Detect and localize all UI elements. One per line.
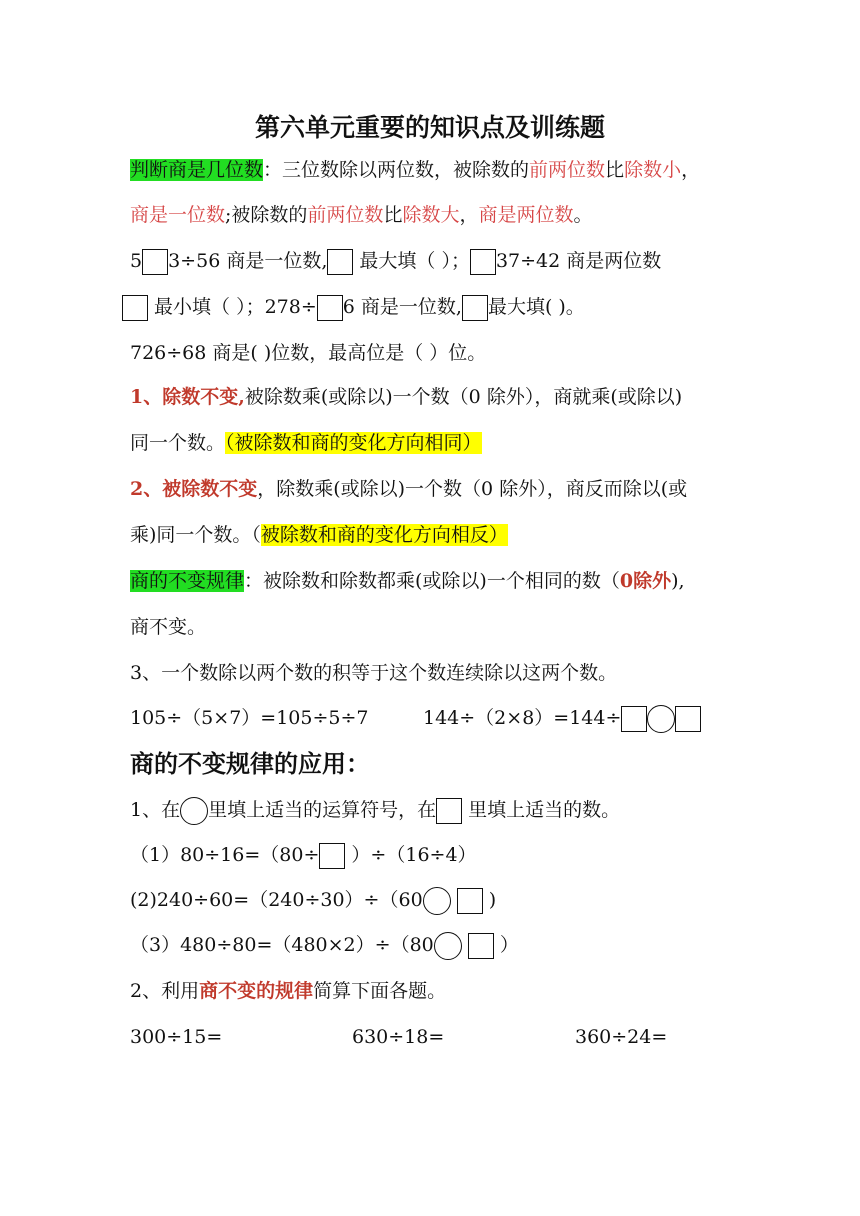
highlight-label: 商的不变规律	[130, 570, 245, 592]
text: ;被除数的	[225, 204, 308, 226]
exercise-line1	[130, 246, 661, 276]
answer-box[interactable]	[317, 295, 343, 321]
operator-circle[interactable]	[647, 705, 675, 733]
text: 6 商是一位数,	[342, 296, 462, 318]
box-icon	[436, 798, 462, 824]
highlight-label: 判断商是几位数	[130, 159, 264, 181]
rule1-line2	[130, 428, 482, 458]
text: 乘)同一个数。（	[130, 524, 261, 546]
red-text: 商是一位数	[130, 204, 226, 226]
question2	[130, 976, 446, 1006]
calc-item-1: 300÷15=	[130, 1026, 223, 1048]
invariant-rule-line2: 商不变。	[130, 616, 207, 638]
exercise-line2	[122, 292, 585, 322]
answer-box[interactable]	[621, 706, 647, 732]
text: 里填上适当的数。	[462, 799, 621, 821]
rule2-line1	[130, 474, 687, 504]
text: ，	[459, 204, 479, 226]
text: 5	[130, 250, 143, 272]
text: (2)240÷60=（240÷30）÷（60	[130, 889, 423, 911]
red-text: 除数大	[402, 204, 460, 226]
text: （1）80÷16=（80÷	[130, 844, 320, 866]
rule3-example2	[423, 703, 701, 733]
text: ）÷（16÷4）	[345, 844, 477, 866]
red-text: 除数小	[624, 159, 682, 181]
text: 比	[605, 159, 625, 181]
text: ：被除数和除数都乘(或除以)一个相同的数（	[244, 570, 620, 592]
rule3-example1: 105÷（5×7）=105÷5÷7	[130, 707, 369, 729]
rule-keyword: 2、被除数不变	[130, 478, 258, 500]
section-heading: 商的不变规律的应用：	[130, 749, 370, 778]
text: ),	[671, 570, 685, 592]
red-text: 前两位数	[529, 159, 606, 181]
question1-part1	[130, 840, 477, 870]
rule3-line1: 3、一个数除以两个数的积等于这个数连续除以这两个数。	[130, 662, 618, 684]
answer-box[interactable]	[142, 249, 168, 275]
text: 最小填（ ）；278÷	[148, 296, 317, 318]
question1-part2	[130, 885, 496, 915]
invariant-rule-line1	[130, 566, 685, 596]
answer-box[interactable]	[462, 295, 488, 321]
text: ：三位数除以两位数，被除数的	[263, 159, 530, 181]
text: 里填上适当的运算符号，在	[208, 799, 437, 821]
answer-box[interactable]	[122, 295, 148, 321]
red-text: 商是两位数	[478, 204, 574, 226]
operator-circle[interactable]	[423, 887, 451, 915]
highlight-note: （被除数和商的变化方向相同）	[225, 432, 482, 454]
question1	[130, 795, 620, 825]
exercise-line3: 726÷68 商是( )位数，最高位是（ ）位。	[130, 342, 487, 364]
text: 比	[383, 204, 403, 226]
text: 。	[573, 204, 593, 226]
text: 37÷42 商是两位数	[495, 250, 662, 272]
answer-box[interactable]	[470, 249, 496, 275]
calc-item-3: 360÷24=	[575, 1026, 668, 1048]
text: 最大填（ ）；	[353, 250, 470, 272]
rule2-line2	[130, 520, 508, 550]
text: 144÷（2×8）=144÷	[423, 707, 622, 729]
paragraph-digit-rule-line2	[130, 200, 593, 230]
text: 1、在	[130, 799, 181, 821]
text: ，除数乘(或除以)一个数（0 除外），商反而除以(或	[257, 478, 688, 500]
question1-part3	[130, 930, 519, 960]
text: 2、利用	[130, 980, 200, 1002]
operator-circle	[180, 797, 208, 825]
rule-keyword: 除数不变,	[162, 386, 245, 408]
text: 简算下面各题。	[313, 980, 447, 1002]
operator-circle[interactable]	[434, 932, 462, 960]
text: 最大填( )。	[487, 296, 585, 318]
text: （3）480÷80=（480×2）÷（80	[130, 934, 434, 956]
answer-box[interactable]	[675, 706, 701, 732]
red-keyword: 商不变的规律	[199, 980, 314, 1002]
text: ）	[493, 934, 519, 956]
rule1-line1	[130, 382, 682, 412]
answer-box[interactable]	[468, 933, 494, 959]
text: 3÷56 商是一位数,	[168, 250, 328, 272]
text: 被除数乘(或除以)一个数（0 除外），商就乘(或除以)	[244, 386, 683, 408]
text: )	[482, 889, 497, 911]
answer-box[interactable]	[457, 888, 483, 914]
paragraph-digit-rule-line1	[130, 155, 700, 185]
rule-number: 1、	[130, 386, 163, 408]
highlight-note: 被除数和商的变化方向相反）	[260, 524, 508, 546]
red-text: 前两位数	[307, 204, 384, 226]
answer-box[interactable]	[319, 843, 345, 869]
calc-item-2: 630÷18=	[352, 1026, 445, 1048]
page-title: 第六单元重要的知识点及训练题	[254, 113, 605, 142]
text: 同一个数。	[130, 432, 226, 454]
text: ，	[681, 159, 701, 181]
rule-keyword: 0除外	[619, 570, 672, 592]
answer-box[interactable]	[327, 249, 353, 275]
